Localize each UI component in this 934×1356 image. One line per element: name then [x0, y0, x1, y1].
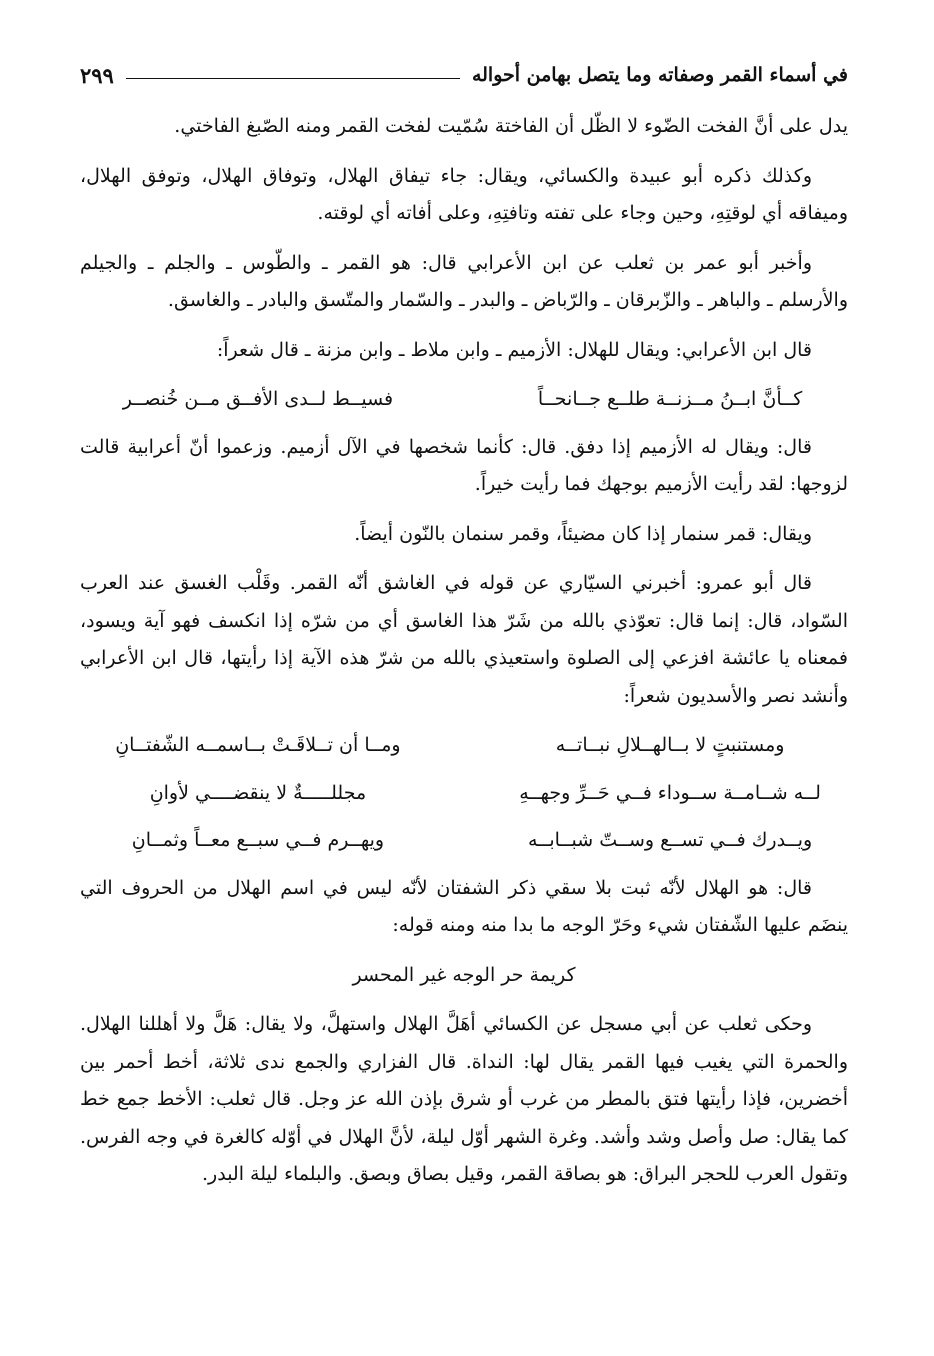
header-rule	[126, 78, 460, 79]
verse-second-hemistich: ومــا أن تــلاقَـتْ بــاسمــه الشّفتــانِ	[115, 734, 401, 756]
paragraph: قال ابن الأعرابي: ويقال للهلال: الأزميم ـ وابن ملاط ـ وابن مزنة ـ قال شعراً:	[216, 338, 812, 361]
paragraph: قال: ويقال له الأزميم إذا دفق. قال: كأنما شخصها في الآل أزميم. وزعموا أنّ أعرابية قالت لزوجها: لقد رأيت الأزميم بوجهك فما رأيت خيراً.	[80, 435, 848, 495]
page-number: ٢٩٩	[80, 62, 114, 88]
paragraph: ويقال: قمر سنمار إذا كان مضيئاً، وقمر سنمان بالنّون أيضاً.	[354, 522, 812, 545]
verse-first-hemistich: كــأنَّ ابــنُ مــزنــة طلــع جــانحــاً	[537, 388, 803, 410]
paragraph: وكذلك ذكره أبو عبيدة والكسائي، ويقال: جاء تيفاق الهلال، وتوفاق الهلال، وتوفق الهلال، وميفاقه أي لوقتِهِ، وحين وجاء على تفته وتافتِهِ، وعلى أفاته أي لوقته.	[80, 164, 848, 224]
verse-line	[96, 381, 832, 419]
running-header	[80, 58, 848, 92]
verse-second-hemistich: ويهــرم فــي سبــع معــاً وثمــانِ	[131, 829, 385, 851]
centered-verse: كريمة حر الوجه غير المحسر	[352, 963, 576, 986]
verse-line	[96, 822, 832, 860]
verse-line	[96, 775, 832, 813]
verse-second-hemistich: مجللـــــةٌ لا ينقضــــي لأوانِ	[149, 781, 367, 804]
paragraph: يدل على أنَّ الفخت الضّوء لا الظّل أن الفاختة سُمّيت لفخت القمر ومنه الصّبغ الفاختي.	[174, 115, 848, 137]
paragraph: وحكى ثعلب عن أبي مسجل عن الكسائي أهَلَّ الهلال واستهلَّ، ولا يقال: هَلَّ ولا أهللنا الهلال. والحمرة التي يغيب فيها القمر يقال لها: النداة. قال الفزاري والجمع ندى ثلاثة، أخط أحمر بين أخضرين، فإذا رأيتها فتق بالمطر من غرب أو شرق بإذن الله عز وجل. قال ثعلب: الأخط جمع خط كما يقال: صل وأصل وشد وأشد. وغرة الشهر أوّل ليلة، لأنَّ الهلال في أوّله كالغرة في وجه الفرس. وتقول العرب للحجر البراق: هو بصاقة القمر، وقيل بصاق وبصق. والبلماء ليلة البدر.	[80, 1013, 848, 1185]
verse-first-hemistich: ويــدرك فــي تســع وســتّ شبــابــه	[528, 829, 813, 851]
paragraph: قال: هو الهلال لأنّه ثبت بلا سقي ذكر الشفتان لأنّه ليس في اسم الهلال من الحروف التي ينضَم عليها الشّفتان شيء وحَرّ الوجه ما بدا منه ومنه قوله:	[80, 876, 848, 936]
page-body	[80, 108, 848, 1194]
paragraph: قال أبو عمرو: أخبرني السيّاري عن قوله في الغاشق أنّه القمر. وقَلْب الغسق عند العرب السّواد، قال: إنما قال: تعوّذي بالله من شَرّ هذا الغاسق أي من شرّه إذا انكسف فهو آية ويسود، فمعناه يا عائشة افزعي إلى الصلوة واستعيذي بالله من شرّ هذه الآية إذا رأيتها، قال ابن الأعرابي وأنشد نصر والأسديون شعراً:	[80, 572, 848, 707]
paragraph: وأخبر أبو عمر بن ثعلب عن ابن الأعرابي قال: هو القمر ـ والطّوس ـ والجلم ـ والجيلم والأرسلم ـ والباهر ـ والزّبرقان ـ والرّباض ـ والبدر ـ والسّمار والمتّسق والبادر ـ والغاسق.	[80, 251, 848, 311]
verse-second-hemistich: فسيــط لــدى الأفــق مــن خُنصــر	[122, 388, 394, 410]
chapter-title: في أسماء القمر وصفاته وما يتصل بهامن أحواله	[471, 64, 848, 86]
verse-line	[96, 727, 832, 765]
verse-first-hemistich: لــه شــامــة ســوداء فــي حَــرِّ وجهــهِ	[519, 781, 821, 804]
verse-first-hemistich: ومستنبتٍ لا بــالهــلالِ نبــاتــه	[555, 734, 785, 756]
